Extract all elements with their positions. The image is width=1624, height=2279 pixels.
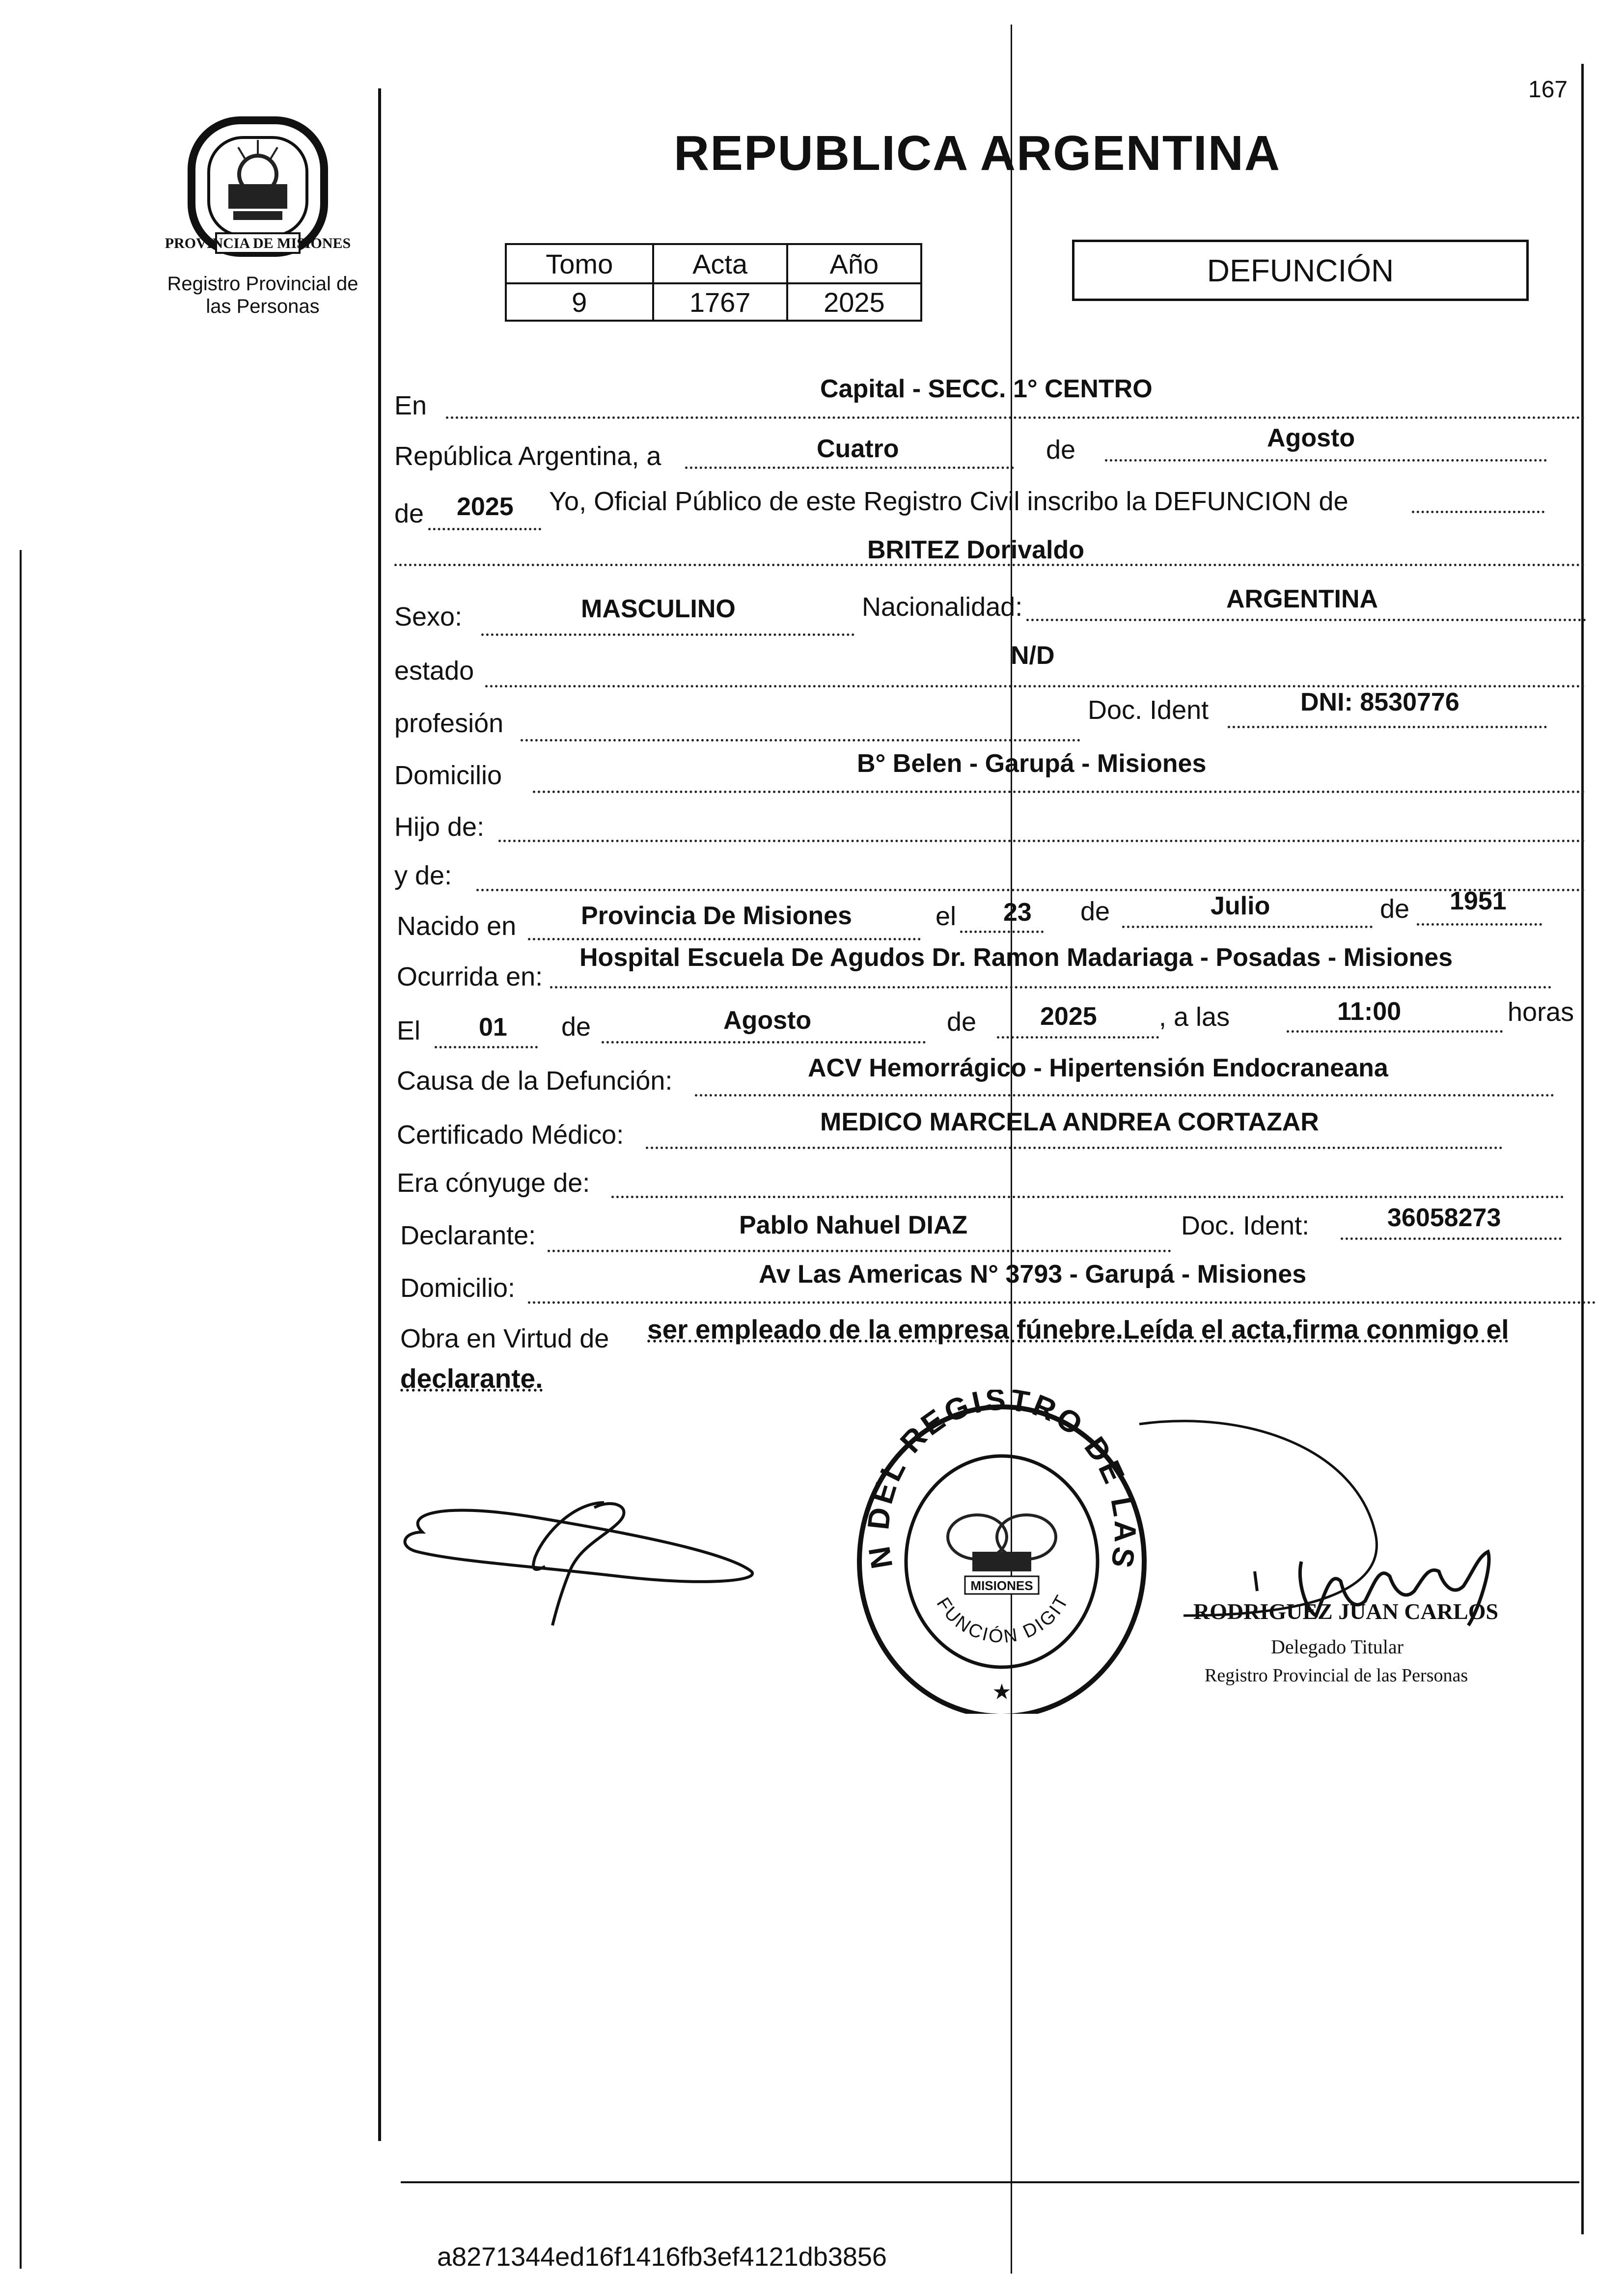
label-conyuge: Era cónyuge de: <box>397 1168 590 1198</box>
label-doc-ident: Doc. Ident <box>1088 695 1209 725</box>
dots-hijo-de <box>498 840 1585 842</box>
value-acta: 1767 <box>653 283 787 321</box>
dots-decl-domicilio <box>528 1301 1596 1304</box>
label-hijo-de: Hijo de: <box>394 812 485 842</box>
dots-causa <box>695 1094 1554 1097</box>
value-nac-mes: Julio <box>1211 892 1270 920</box>
value-obra-line2: declarante. <box>400 1363 543 1394</box>
value-decl-domicilio: Av Las Americas N° 3793 - Garupá - Misiones <box>759 1260 1307 1289</box>
dots-sexo <box>481 633 854 636</box>
center-fold-line <box>1011 25 1012 2274</box>
document-hash: a8271344ed16f1416fb3ef4121db3856 <box>437 2242 887 2272</box>
provincial-seal <box>165 110 351 258</box>
value-def-dia: 01 <box>479 1013 507 1042</box>
value-nac-anio: 1951 <box>1450 887 1507 915</box>
left-margin-line <box>378 88 381 2141</box>
value-mes: Agosto <box>1267 424 1355 452</box>
label-profesion: profesión <box>394 709 504 738</box>
label-yo-oficial: Yo, Oficial Público de este Registro Civil inscribo la DEFUNCION de <box>549 487 1349 516</box>
dots-dia <box>685 467 1014 469</box>
dots-mes <box>1105 459 1547 462</box>
label-de-d: de <box>947 1007 977 1037</box>
label-de-anio: de <box>394 499 424 528</box>
dots-certificado <box>646 1147 1503 1149</box>
value-anio: 2025 <box>787 283 921 321</box>
label-de-b: de <box>1380 894 1410 924</box>
dots-domicilio <box>533 791 1585 793</box>
value-nacido-en: Provincia De Misiones <box>581 902 852 930</box>
value-ocurrida-en: Hospital Escuela De Agudos Dr. Ramon Madariaga - Posadas - Misiones <box>579 943 1453 972</box>
label-nacido-en: Nacido en <box>397 911 517 941</box>
label-domicilio2: Domicilio: <box>400 1273 516 1303</box>
dots-profesion <box>521 739 1080 741</box>
label-a-las: , a las <box>1159 1002 1230 1032</box>
value-tomo: 9 <box>506 283 653 321</box>
label-de-mes: de <box>1046 435 1076 465</box>
value-def-hora: 11:00 <box>1337 997 1402 1026</box>
value-certificado: MEDICO MARCELA ANDREA CORTAZAR <box>820 1108 1319 1136</box>
page-number: 167 <box>1528 77 1568 103</box>
dots-doc <box>1228 726 1547 728</box>
value-lugar: Capital - SECC. 1° CENTRO <box>820 375 1153 403</box>
record-table <box>505 243 922 322</box>
label-domicilio: Domicilio <box>394 761 502 790</box>
value-anio: 2025 <box>457 493 514 521</box>
value-declarante: Pablo Nahuel DIAZ <box>739 1211 968 1239</box>
left-edge-scan-line <box>20 550 22 2269</box>
value-decl-doc: 36058273 <box>1387 1204 1501 1232</box>
value-sexo: MASCULINO <box>581 595 736 623</box>
dots-nacionalidad <box>1026 619 1586 621</box>
dots-yo <box>1412 511 1544 513</box>
dots-declarante <box>548 1250 1171 1252</box>
stamp-ring-text: N DEL REGISTRO DE LAS <box>861 1390 1142 1573</box>
label-sexo: Sexo: <box>394 602 463 632</box>
label-certificado: Certificado Médico: <box>397 1120 624 1150</box>
stamp-star: ★ <box>992 1680 1012 1704</box>
label-ocurrida-en: Ocurrida en: <box>397 962 543 991</box>
right-margin-line <box>1581 64 1584 2234</box>
dots-nac-dia <box>960 931 1044 933</box>
label-de-a: de <box>1080 897 1110 926</box>
seal-text: PROVINCIA DE MISIONES <box>165 235 351 251</box>
header-acta: Acta <box>653 244 787 283</box>
value-estado: N/D <box>1011 641 1055 670</box>
value-doc: DNI: 8530776 <box>1300 688 1459 716</box>
value-nombre: BRITEZ Dorivaldo <box>867 536 1085 564</box>
record-type-box: DEFUNCIÓN <box>1072 240 1529 301</box>
value-nacionalidad: ARGENTINA <box>1226 585 1378 613</box>
value-dia-texto: Cuatro <box>817 435 899 463</box>
label-obra: Obra en Virtud de <box>400 1324 609 1353</box>
dots-anio <box>428 528 541 530</box>
label-doc-ident2: Doc. Ident: <box>1181 1211 1310 1240</box>
stamp-inner-text: FUNCIÓN DIGIT <box>932 1592 1073 1647</box>
registry-label: Registro Provincial de las Personas <box>167 273 358 317</box>
dots-def-hora <box>1287 1030 1503 1033</box>
dots-nac-mes <box>1122 926 1373 928</box>
dots-y-de <box>476 889 1585 891</box>
value-def-mes: Agosto <box>723 1006 812 1035</box>
declarant-signature <box>388 1473 761 1630</box>
signatory-role: Delegado Titular <box>1271 1636 1404 1658</box>
label-declarante: Declarante: <box>400 1221 536 1250</box>
dots-def-anio <box>997 1036 1159 1039</box>
label-el: el <box>936 902 957 931</box>
dots-nac-anio <box>1417 923 1542 926</box>
value-domicilio: B° Belen - Garupá - Misiones <box>857 749 1207 778</box>
label-estado: estado <box>394 656 474 686</box>
label-en: En <box>394 391 427 420</box>
dots-conyuge <box>611 1196 1564 1198</box>
value-obra-line1: ser empleado de la empresa fúnebre.Leída el acta,firma conmigo el <box>647 1314 1509 1345</box>
header-tomo: Tomo <box>506 244 653 283</box>
dots-lugar <box>446 416 1585 419</box>
dots-nacido-en <box>528 938 921 940</box>
label-de-c: de <box>561 1012 591 1042</box>
label-causa: Causa de la Defunción: <box>397 1066 673 1096</box>
bottom-rule <box>401 2181 1579 2183</box>
label-el-cap: El <box>397 1016 421 1045</box>
label-republica: República Argentina, a <box>394 441 661 471</box>
dots-decl-doc <box>1341 1237 1562 1240</box>
value-causa: ACV Hemorrágico - Hipertensión Endocraneana <box>808 1054 1388 1082</box>
label-horas: horas <box>1508 997 1574 1027</box>
value-def-anio: 2025 <box>1040 1002 1097 1031</box>
signatory-name: RODRIGUEZ JUAN CARLOS <box>1193 1599 1499 1624</box>
signatory-org: Registro Provincial de las Personas <box>1205 1665 1468 1686</box>
label-nacionalidad: Nacionalidad: <box>862 592 1023 622</box>
dots-def-dia <box>435 1046 538 1048</box>
header-anio: Año <box>787 244 921 283</box>
value-nac-dia: 23 <box>1003 898 1032 927</box>
label-y-de: y de: <box>394 861 452 890</box>
dots-def-mes <box>602 1041 926 1043</box>
dots-ocurrida <box>550 986 1552 988</box>
stamp-center-text: MISIONES <box>970 1578 1033 1593</box>
page-title: REPUBLICA ARGENTINA <box>674 126 1281 181</box>
